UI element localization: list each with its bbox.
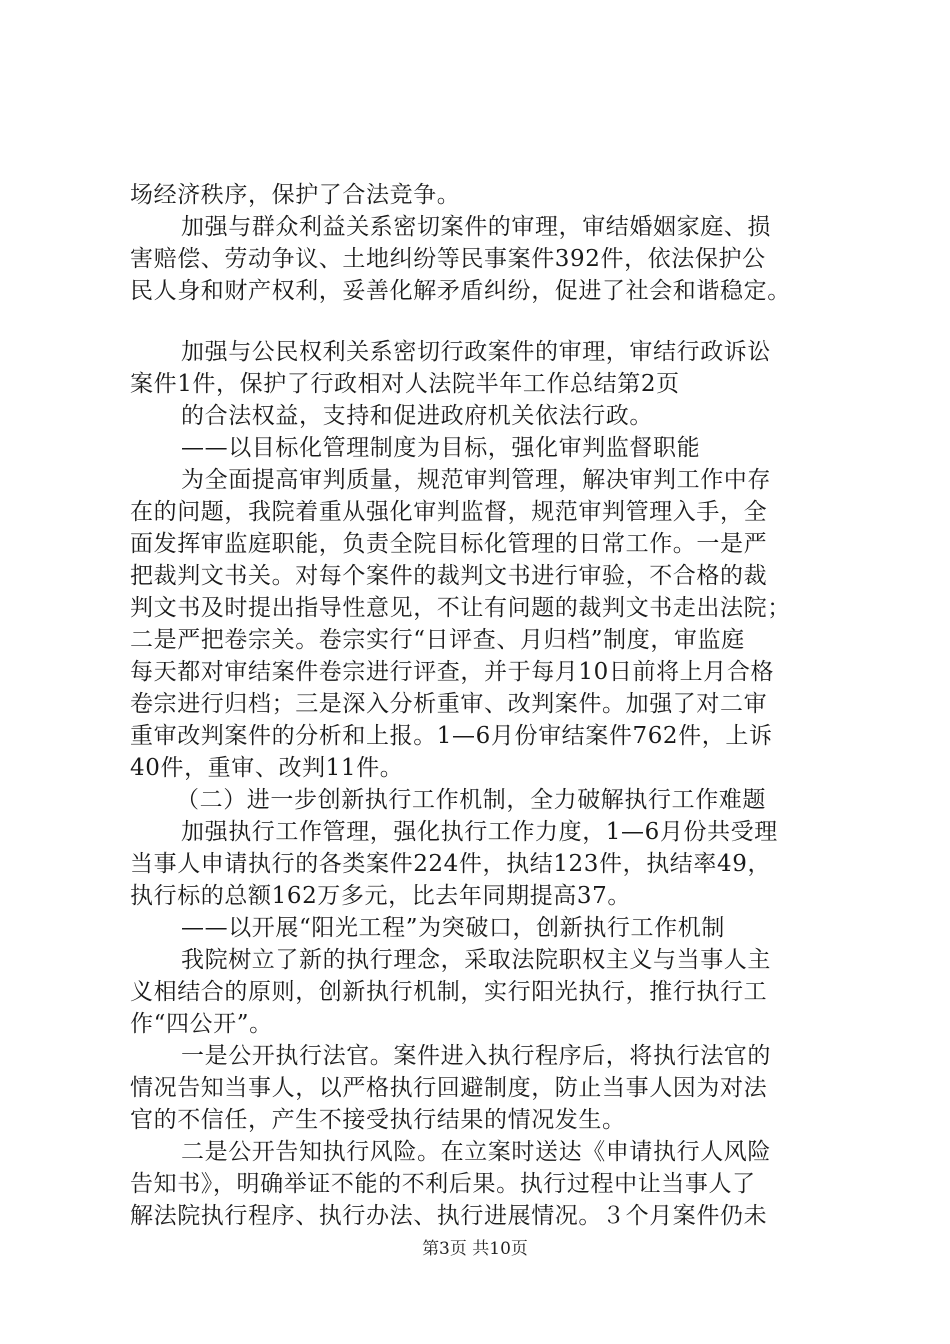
paragraph-line: 我院树立了新的执行理念，采取法院职权主义与当事人主 — [181, 947, 771, 973]
paragraph-line: 告知书》，明确举证不能的不利后果。执行过程中让当事人了 — [130, 1171, 756, 1197]
paragraph-line: 把裁判文书关。对每个案件的裁判文书进行审验，不合格的裁 — [130, 563, 768, 589]
paragraph-line: 情况告知当事人，以严格执行回避制度，防止当事人因为对法 — [130, 1075, 768, 1101]
paragraph-line: 在的问题，我院着重从强化审判监督，规范审判管理入手，全 — [130, 499, 768, 525]
paragraph-line: 害赔偿、劳动争议、土地纠纷等民事案件392件，依法保护公 — [130, 246, 766, 272]
paragraph-line: 加强与公民权利关系密切行政案件的审理，审结行政诉讼 — [181, 339, 771, 365]
paragraph-line: 重审改判案件的分析和上报。1—6月份审结案件762件，上诉 — [130, 723, 773, 749]
paragraph-line: 义相结合的原则，创新执行机制，实行阳光执行，推行执行工 — [130, 979, 768, 1005]
page-number-footer: 第3页 共10页 — [422, 1239, 528, 1259]
paragraph-line: 民人身和财产权利，妥善化解矛盾纠纷，促进了社会和谐稳定。 — [130, 278, 791, 304]
paragraph-line: 加强与群众利益关系密切案件的审理，审结婚姻家庭、损 — [181, 214, 771, 240]
paragraph-line: 的合法权益，支持和促进政府机关依法行政。 — [181, 403, 653, 429]
paragraph-line: 每天都对审结案件卷宗进行评查，并于每月10日前将上月合格 — [130, 659, 775, 685]
paragraph-line: 当事人申请执行的各类案件224件，执结123件，执结率49， — [130, 851, 772, 877]
paragraph-line: 加强执行工作管理，强化执行工作力度，1—6月份共受理 — [181, 819, 778, 845]
section-heading: （二）进一步创新执行工作机制，全力破解执行工作难题 — [176, 787, 766, 813]
paragraph-line: 作“四公开”。 — [130, 1011, 273, 1037]
section-heading: ——以开展“阳光工程”为突破口，创新执行工作机制 — [181, 915, 725, 941]
paragraph-line: 案件1件，保护了行政相对人法院半年工作总结第2页 — [130, 371, 680, 397]
paragraph-line: 解法院执行程序、执行办法、执行进展情况。３个月案件仍未 — [130, 1203, 768, 1229]
paragraph-line: 一是公开执行法官。案件进入执行程序后，将执行法官的 — [181, 1043, 771, 1069]
paragraph-line: 场经济秩序，保护了合法竞争。 — [130, 182, 461, 208]
paragraph-line: 为全面提高审判质量，规范审判管理，解决审判工作中存 — [181, 467, 771, 493]
paragraph-line: 二是严把卷宗关。卷宗实行“日评查、月归档”制度，审监庭 — [130, 627, 745, 653]
paragraph-line: 二是公开告知执行风险。在立案时送达《申请执行人风险 — [181, 1139, 771, 1165]
section-heading: ——以目标化管理制度为目标，强化审判监督职能 — [181, 435, 701, 461]
paragraph-line: 面发挥审监庭职能，负责全院目标化管理的日常工作。一是严 — [130, 531, 768, 557]
paragraph-line: 卷宗进行归档；三是深入分析重审、改判案件。加强了对二审 — [130, 691, 768, 717]
paragraph-line: 40件，重审、改判11件。 — [130, 755, 404, 781]
paragraph-line: 官的不信任，产生不接受执行结果的情况发生。 — [130, 1107, 626, 1133]
paragraph-line: 判文书及时提出指导性意见，不让有问题的裁判文书走出法院； — [130, 595, 791, 621]
paragraph-line: 执行标的总额162万多元，比去年同期提高37。 — [130, 883, 631, 909]
